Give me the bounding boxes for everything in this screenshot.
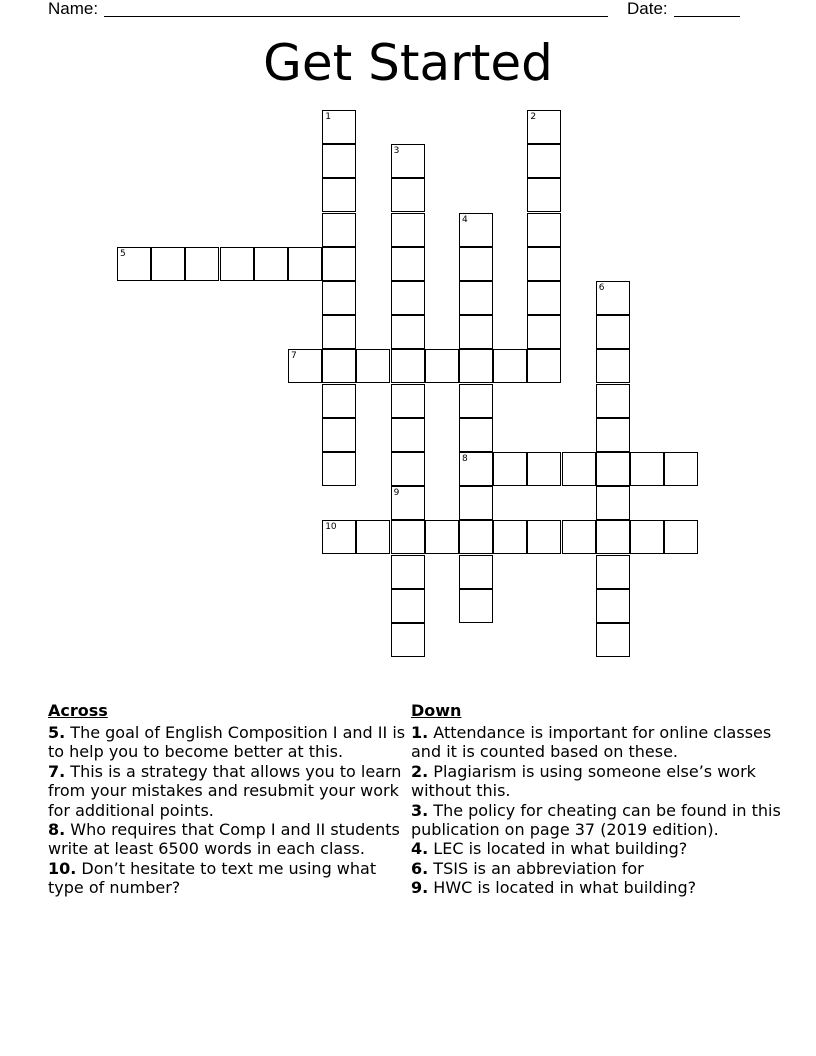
grid-cell[interactable] [322,349,356,383]
grid-cell[interactable] [391,486,425,520]
clue-item-text: The policy for cheating can be found in this publication on page 37 (2019 edition). [411,800,781,840]
grid-cell[interactable] [459,384,493,418]
grid-cell[interactable] [596,486,630,520]
grid-cell[interactable] [356,349,390,383]
grid-cell[interactable] [596,384,630,418]
grid-cell[interactable] [459,452,493,486]
grid-cell[interactable] [391,452,425,486]
clue-item-number: 4. [411,839,429,859]
grid-cell[interactable] [664,452,698,486]
grid-cell[interactable] [459,555,493,589]
grid-cell[interactable] [596,418,630,452]
clue-item [411,878,786,897]
grid-cell[interactable] [322,452,356,486]
grid-cell[interactable] [459,247,493,281]
date-label: Date: [627,0,668,18]
across-clue-list [48,723,408,898]
grid-cell[interactable] [459,486,493,520]
grid-cell[interactable] [185,247,219,281]
grid-cell[interactable] [391,418,425,452]
grid-cell[interactable] [391,213,425,247]
page-title: Get Started [263,34,553,92]
across-clues [48,700,408,898]
grid-cell[interactable] [391,178,425,212]
grid-cell[interactable] [596,520,630,554]
clue-item-number: 5. [48,723,66,742]
clue-item [411,723,786,762]
grid-cell[interactable] [391,555,425,589]
grid-cell[interactable] [664,520,698,554]
clue-number: 6 [598,283,605,293]
grid-cell[interactable] [527,247,561,281]
clue-item-number: 9. [411,878,429,898]
clue-item [48,820,408,859]
clue-item [411,801,786,840]
grid-cell[interactable] [493,520,527,554]
grid-cell[interactable] [596,555,630,589]
grid-cell[interactable] [391,384,425,418]
grid-cell[interactable] [596,452,630,486]
grid-cell[interactable] [391,589,425,623]
grid-cell[interactable] [391,247,425,281]
grid-cell[interactable] [596,623,630,657]
grid-cell[interactable] [288,247,322,281]
grid-cell[interactable] [630,520,664,554]
grid-cell[interactable] [527,315,561,349]
clue-number: 2 [530,112,537,122]
grid-cell[interactable] [288,349,322,383]
grid-cell[interactable] [493,452,527,486]
grid-cell[interactable] [527,178,561,212]
grid-cell[interactable] [459,315,493,349]
grid-cell[interactable] [254,247,288,281]
down-clue-list [411,723,786,898]
grid-cell[interactable] [459,281,493,315]
grid-cell[interactable] [151,247,185,281]
across-heading: Across [48,701,108,720]
clue-item-number: 7. [48,761,66,781]
clue-item-number: 3. [411,800,429,820]
grid-cell[interactable] [322,213,356,247]
grid-cell[interactable] [425,520,459,554]
grid-cell[interactable] [356,520,390,554]
grid-cell[interactable] [527,110,561,144]
grid-cell[interactable] [322,144,356,178]
clue-item-text: HWC is located in what building? [428,878,697,898]
grid-cell[interactable] [596,315,630,349]
clue-number: 3 [393,146,400,157]
grid-cell[interactable] [322,418,356,452]
grid-cell[interactable] [322,520,356,554]
grid-cell[interactable] [527,520,561,554]
clue-item-text: The goal of English Composition I and II is to help you to become better at this. [48,723,406,762]
clue-item [48,723,408,762]
grid-cell[interactable] [391,281,425,315]
clue-number: 4 [462,214,468,225]
clue-number: 1 [325,112,331,122]
clue-item-number: 10. [48,858,77,878]
clue-item [48,762,408,820]
clue-number: 7 [291,351,297,362]
grid-cell[interactable] [425,349,459,383]
clue-item [411,762,786,801]
grid-cell[interactable] [391,315,425,349]
grid-cell[interactable] [562,520,596,554]
name-field-line[interactable] [104,2,608,17]
clue-item-text: TSIS is an abbreviation for [428,858,644,878]
clue-item-number: 8. [48,820,66,840]
clue-item-text: Attendance is important for online classes and it is counted based on these. [411,723,772,762]
clue-number: 5 [120,248,126,259]
clue-item [411,839,786,858]
grid-cell[interactable] [527,213,561,247]
clue-item-number: 2. [411,761,429,781]
grid-cell[interactable] [391,144,425,178]
grid-cell[interactable] [391,349,425,383]
grid-cell[interactable] [596,589,630,623]
grid-cell[interactable] [596,349,630,383]
clue-item-number: 6. [411,858,429,878]
down-heading: Down [411,701,462,720]
grid-cell[interactable] [630,452,664,486]
grid-cell[interactable] [459,349,493,383]
grid-cell[interactable] [493,349,527,383]
grid-cell[interactable] [596,281,630,315]
grid-cell[interactable] [322,178,356,212]
clue-item [411,859,786,878]
grid-cell[interactable] [459,520,493,554]
grid-cell[interactable] [322,281,356,315]
grid-cell[interactable] [459,418,493,452]
clue-item-text: Don’t hesitate to text me using what type of number? [48,858,377,898]
clue-number: 9 [393,488,400,499]
clue-number: 8 [462,454,468,464]
clue-item-text: Who requires that Comp I and II students write at least 6500 words in each class. [48,820,400,859]
grid-cell[interactable] [322,247,356,281]
clue-item [48,859,408,898]
clue-item-text: LEC is located in what building? [428,839,688,859]
grid-cell[interactable] [322,315,356,349]
grid-cell[interactable] [322,384,356,418]
grid-cell[interactable] [527,452,561,486]
grid-cell[interactable] [527,144,561,178]
grid-cell[interactable] [391,623,425,657]
clue-item-number: 1. [411,723,429,742]
grid-cell[interactable] [562,452,596,486]
grid-cell[interactable] [527,349,561,383]
down-clues [411,700,786,898]
date-field-line[interactable] [674,2,740,17]
name-label: Name: [48,0,99,18]
clue-item-text: This is a strategy that allows you to learn from your mistakes and resubmit your work for additional points. [48,761,402,820]
clue-item-text: Plagiarism is using someone else’s work without this. [411,761,756,801]
grid-cell[interactable] [391,520,425,554]
grid-cell[interactable] [322,110,356,144]
grid-cell[interactable] [459,589,493,623]
grid-cell[interactable] [117,247,151,281]
grid-cell[interactable] [220,247,254,281]
grid-cell[interactable] [527,281,561,315]
grid-cell[interactable] [459,213,493,247]
clue-number: 10 [325,522,337,533]
